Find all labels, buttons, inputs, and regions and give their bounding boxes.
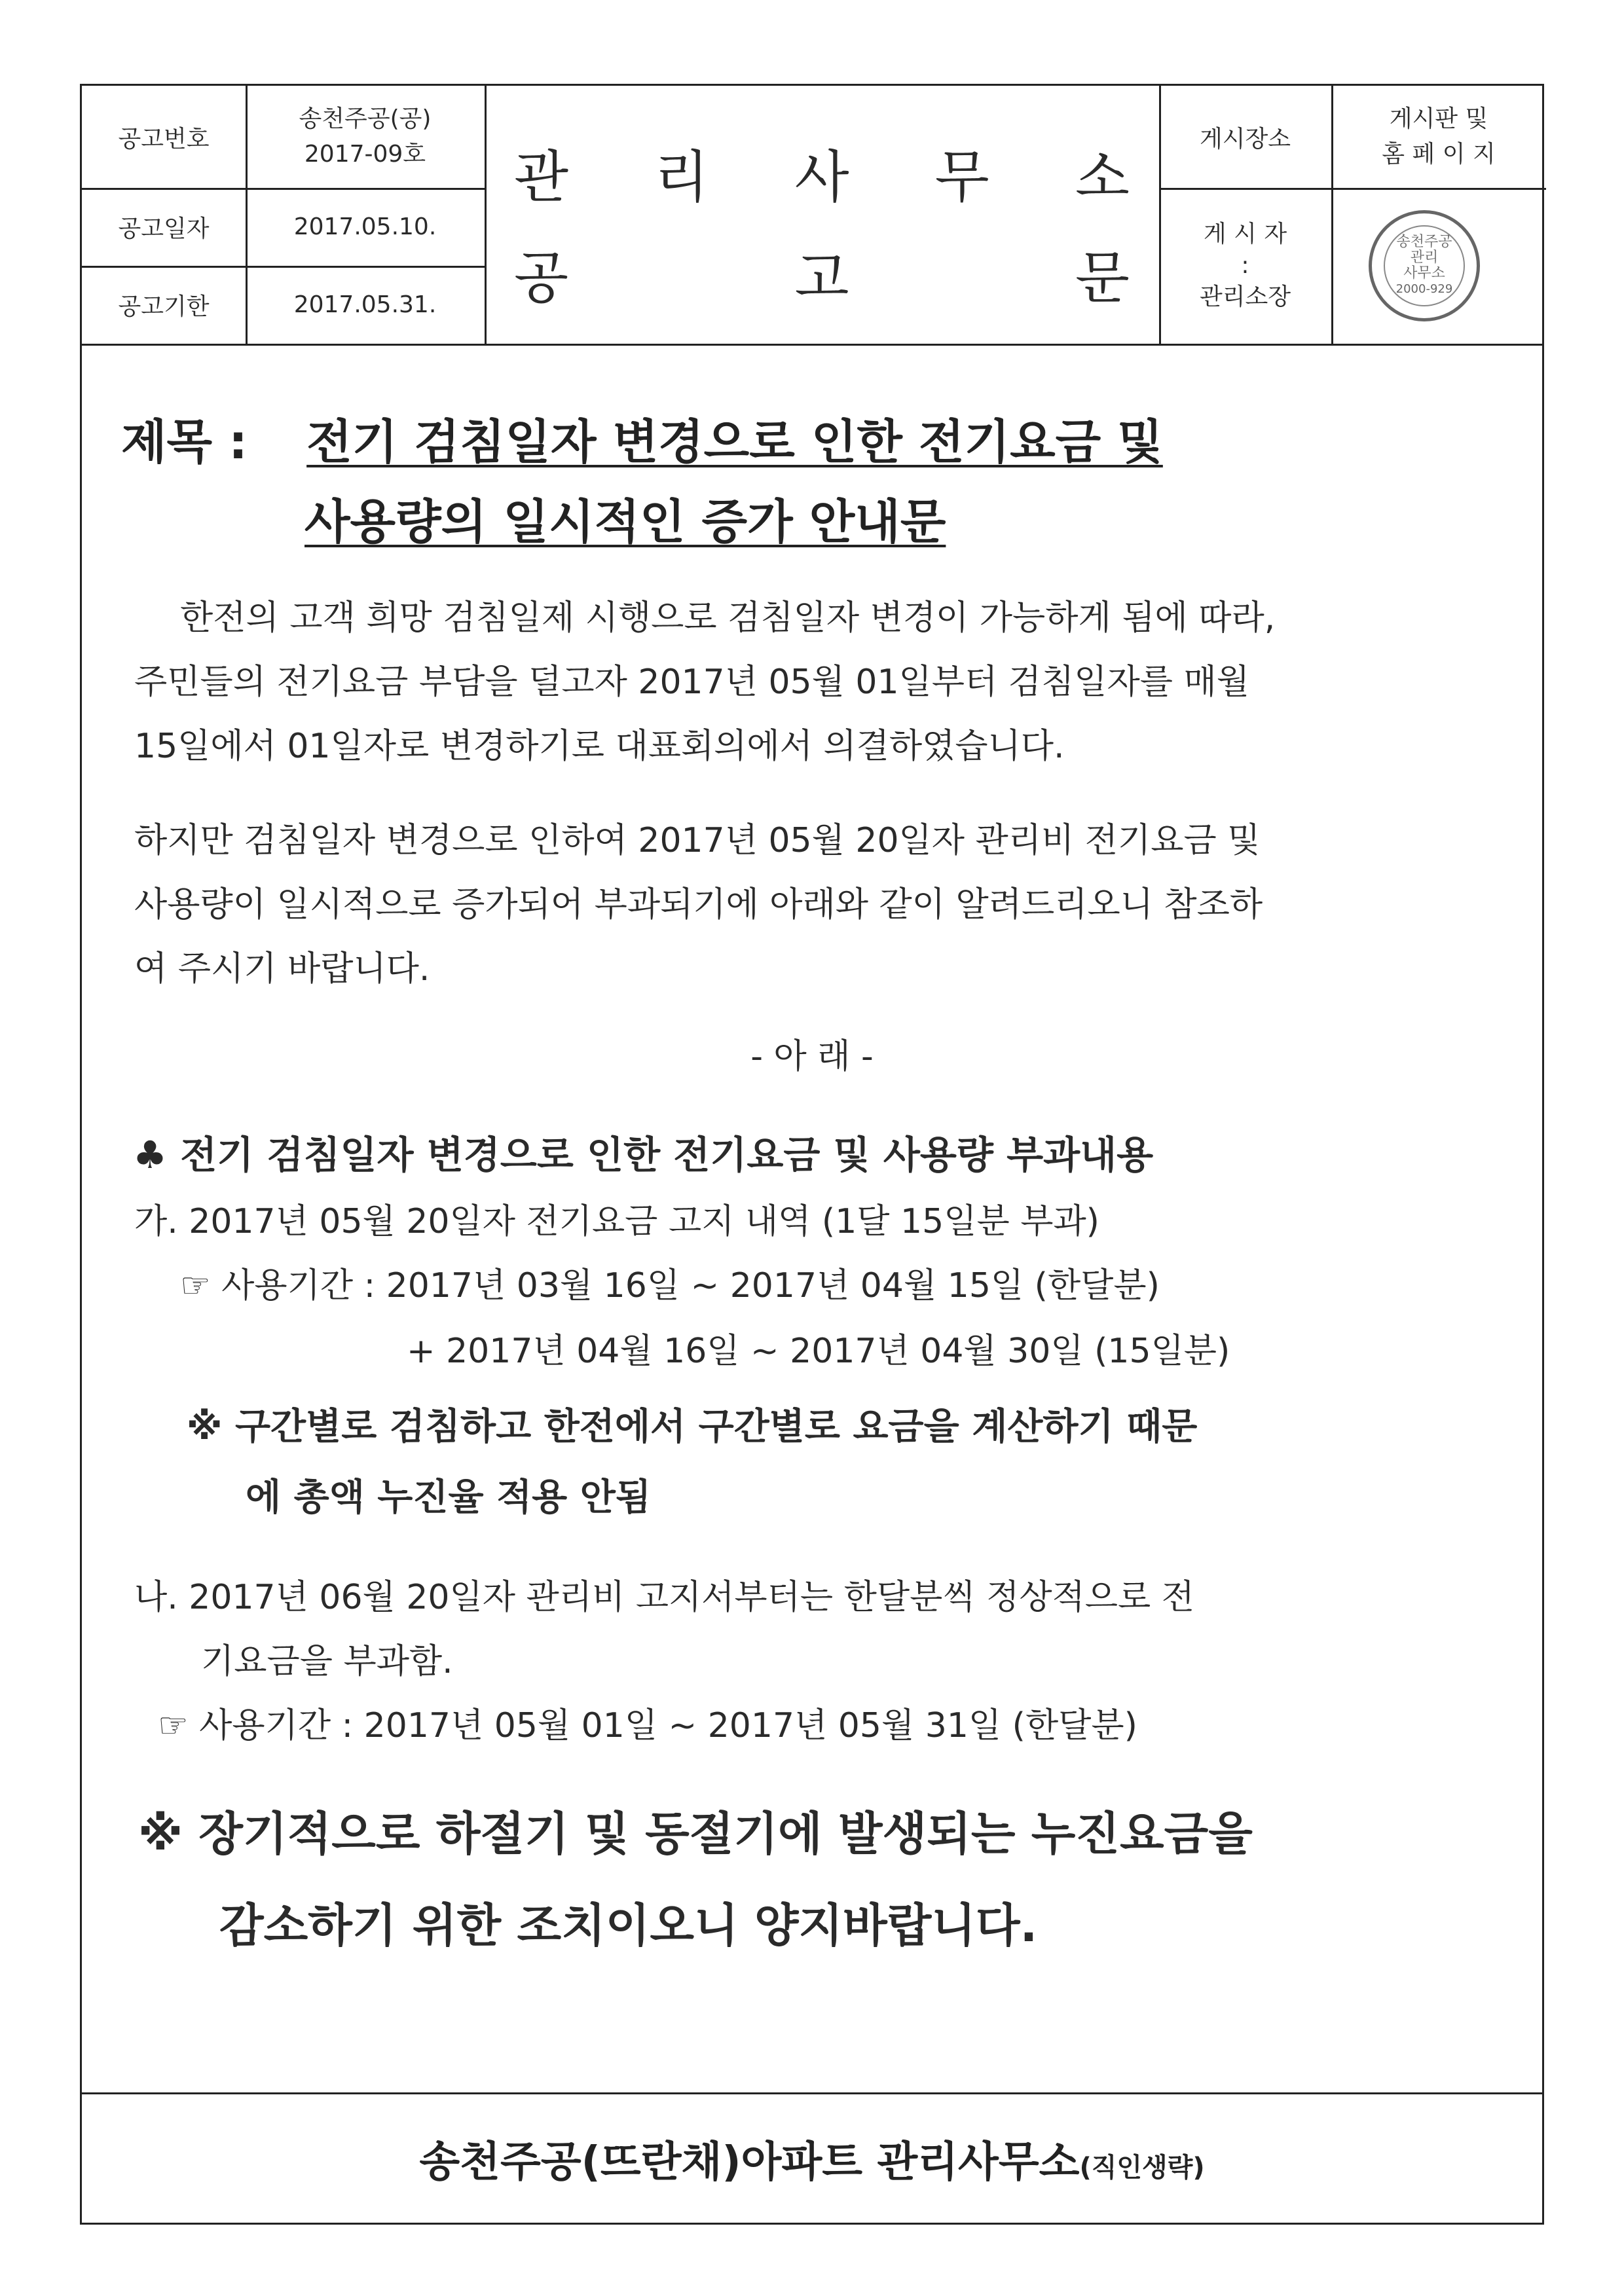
footer-office: 송천주공(뜨란채)아파트 관리사무소 <box>419 2138 1080 2187</box>
title-line1 <box>514 132 1130 213</box>
paragraph-line: 하지만 검침일자 변경으로 인하여 2017년 05월 20일자 관리비 전기요금 및 <box>134 821 1261 860</box>
seal-text: 2000-929 <box>1395 282 1453 296</box>
poster-line3: 관리소장 <box>1199 283 1291 310</box>
item-na-title2: 기요금을 부과함. <box>201 1642 453 1681</box>
subject-prefix: 제목 : <box>121 414 248 469</box>
footer-seal-omitted: (직인생략) <box>1079 2153 1205 2183</box>
title-char: 리 <box>654 145 709 210</box>
notice-number-value <box>246 86 485 188</box>
paragraph-line: 주민들의 전기요금 부담을 덜고자 2017년 05월 01일부터 검침일자를 매월 <box>134 663 1249 702</box>
item-na-period: ☞ 사용기간 : 2017년 05월 01일 ~ 2017년 05월 31일 (한달분) <box>158 1706 1137 1745</box>
subject-line2: 사용량의 일시적인 증가 안내문 <box>304 494 946 549</box>
poster-line1: 게 시 자 <box>1203 221 1287 247</box>
post-place-line2: 홈 페 이 지 <box>1382 141 1496 168</box>
title-char: 관 <box>514 145 569 210</box>
paragraph-line: 여 주시기 바랍니다. <box>134 949 430 989</box>
notice-number-label: 공고번호 <box>118 125 210 153</box>
notice-date-value: 2017.05.10. <box>293 213 437 240</box>
item-ga-period2: + 2017년 04월 16일 ~ 2017년 04월 30일 (15일분) <box>407 1332 1230 1371</box>
poster-colon: : <box>1241 252 1249 279</box>
seal-text: 관리 <box>1410 249 1439 266</box>
title-char: 무 <box>934 145 989 210</box>
closing-line2: 감소하기 위한 조치이오니 양지바랍니다. <box>219 1899 1038 1952</box>
post-place-label: 게시장소 <box>1199 125 1291 153</box>
title-char: 사 <box>794 145 849 210</box>
subject-cont <box>304 484 946 552</box>
section-heading: ♣ 전기 검침일자 변경으로 인한 전기요금 및 사용량 부과내용 <box>133 1133 1154 1177</box>
notice-deadline-value: 2017.05.31. <box>293 291 437 318</box>
subject <box>121 404 1163 472</box>
item-ga-period1: ☞ 사용기간 : 2017년 03월 16일 ~ 2017년 04월 15일 (한달분) <box>180 1266 1160 1305</box>
title-char: 고 <box>794 246 849 311</box>
seal-text: 송천주공 <box>1396 234 1452 250</box>
notice-deadline-label: 공고기한 <box>118 293 210 320</box>
paragraph-line: 사용량이 일시적으로 증가되어 부과되기에 아래와 같이 알려드리오니 참조하 <box>134 885 1263 924</box>
notice-number-line2: 2017-09호 <box>304 141 426 168</box>
notice-header-table <box>82 86 1542 346</box>
title-char: 소 <box>1075 145 1130 210</box>
footer <box>82 2128 1542 2189</box>
notice-number-line1: 송천주공(공) <box>299 105 432 132</box>
seal-text: 사무소 <box>1403 265 1445 282</box>
closing-line1: ※ 장기적으로 하절기 및 동절기에 발생되는 누진요금을 <box>138 1807 1253 1861</box>
header-title <box>514 132 1130 314</box>
footer-divider <box>82 2092 1542 2094</box>
item-ga-note2: 에 총액 누진율 적용 안됨 <box>246 1476 651 1519</box>
paragraph-line: 15일에서 01일자로 변경하기로 대표회의에서 의결하였습니다. <box>134 727 1065 766</box>
notice-frame <box>80 84 1544 2225</box>
subject-line1: 전기 검침일자 변경으로 인한 전기요금 및 <box>306 414 1163 469</box>
below-mark: - 아 래 - <box>750 1037 874 1076</box>
paragraph-line: 한전의 고객 희망 검침일제 시행으로 검침일자 변경이 가능하게 됨에 따라, <box>180 598 1276 638</box>
title-line2 <box>514 232 1130 314</box>
title-char: 공 <box>514 246 569 311</box>
notice-date-label: 공고일자 <box>118 215 210 242</box>
item-ga-title: 가. 2017년 05월 20일자 전기요금 고지 내역 (1달 15일분 부과) <box>134 1202 1099 1241</box>
post-place-line1: 게시판 및 <box>1389 105 1488 132</box>
item-na-title1: 나. 2017년 06월 20일자 관리비 고지서부터는 한달분씩 정상적으로 전 <box>134 1578 1195 1617</box>
poster-label <box>1159 188 1331 344</box>
official-seal <box>1369 210 1480 321</box>
title-char: 문 <box>1075 246 1130 311</box>
post-place-value <box>1331 86 1546 188</box>
seal-inner <box>1384 225 1465 306</box>
item-ga-note1: ※ 구간별로 검침하고 한전에서 구간별로 요금을 계산하기 때문 <box>187 1406 1198 1448</box>
